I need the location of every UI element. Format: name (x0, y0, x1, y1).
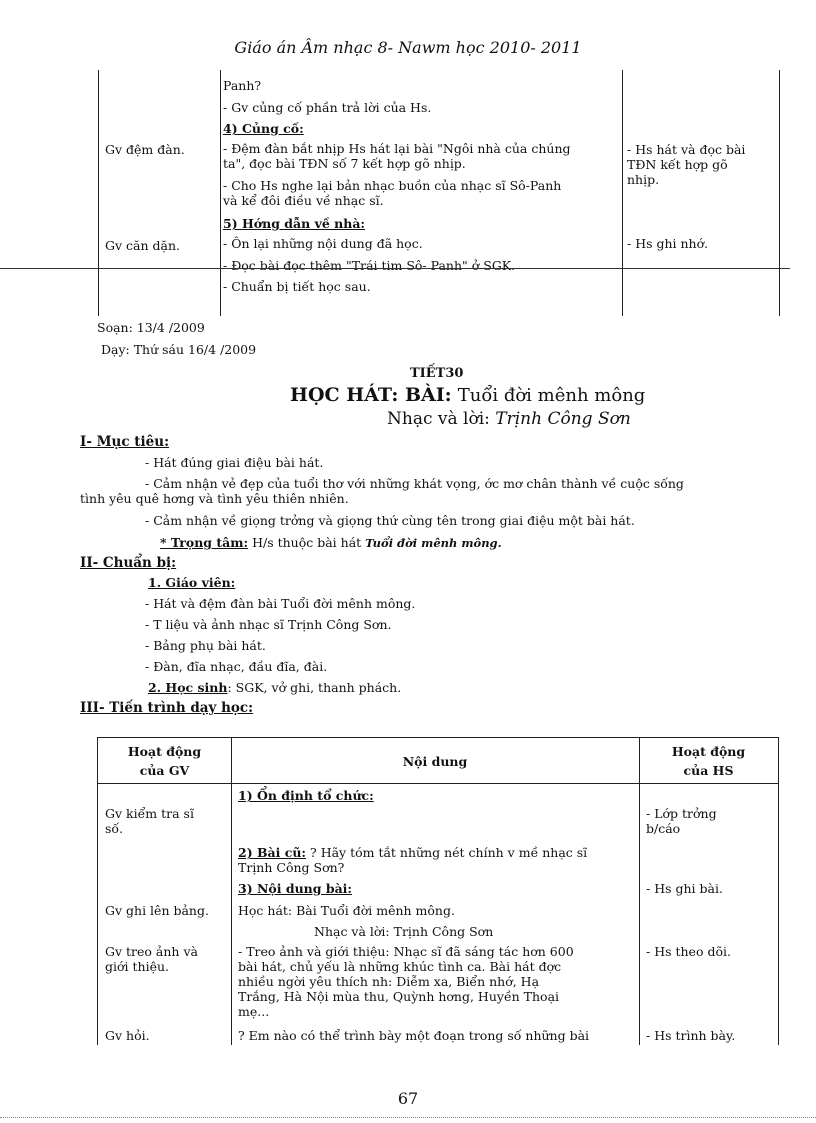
content-line: Trắng, Hà Nội mùa thu, Quỳnh hơng, Huyền Thoại (238, 989, 560, 1004)
gv-activity: Gv kiểm tra sĩ (105, 806, 194, 821)
hs-activity: nhịp. (627, 172, 660, 187)
student-prep-text: : SGK, vở ghi, thanh phách. (227, 680, 402, 695)
author-name: Trịnh Công Sơn (495, 409, 631, 429)
gv-activity: giới thiệu. (105, 959, 169, 974)
objective-item: tình yêu quê hơng và tình yêu thiên nhiên. (80, 491, 349, 506)
focus-text: H/s thuộc bài hát (252, 535, 362, 550)
objective-item: - Cảm nhận về giọng trởng và giọng thứ cùng tên trong giai điệu một bài hát. (145, 513, 635, 528)
content-line: ta", đọc bài TĐN số 7 kết hợp gõ nhịp. (223, 156, 466, 171)
hs-activity: - Hs hát và đọc bài (627, 142, 746, 157)
title-prefix: HỌC HÁT: BÀI: (290, 384, 452, 406)
footer-rule (0, 1117, 816, 1118)
lesson-procedure-table (97, 737, 779, 1045)
focus-line (160, 535, 502, 551)
author-prefix: Nhạc và lời: (387, 409, 490, 429)
gv-activity: số. (105, 821, 124, 836)
content-line: - Đọc bài đọc thêm "Trái tim Sô- Panh" ở SGK. (223, 258, 516, 273)
review-question (238, 845, 587, 860)
content-line: - Đệm đàn bắt nhịp Hs hát lại bài "Ngôi nhà của chúng (223, 141, 571, 156)
column-divider (220, 70, 221, 316)
hs-activity: TĐN kết hợp gõ (627, 157, 728, 172)
gv-activity: Gv đệm đàn. (105, 142, 185, 157)
content-line: - Cho Hs nghe lại bản nhạc buồn của nhạc sĩ Sô-Panh (223, 178, 562, 193)
section-heading: 1) Ổn định tổ chức: (238, 788, 374, 803)
song-title: Tuổi đời mênh mông (457, 385, 646, 406)
content-line: - Gv củng cố phần trả lời của Hs. (223, 100, 432, 115)
content-line: Trịnh Công Sơn? (238, 860, 345, 875)
author-line (387, 409, 631, 429)
section-preparation-title: II- Chuẩn bị: (80, 555, 177, 571)
focus-label: * Trọng tâm: (160, 535, 249, 550)
column-divider (639, 738, 640, 1045)
section-heading: 5) Hớng dẫn về nhà: (223, 216, 366, 231)
content-line: - Ôn lại những nội dung đã học. (223, 236, 423, 251)
content-line: Học hát: Bài Tuổi đời mênh mông. (238, 903, 455, 918)
review-heading: 2) Bài cũ: (238, 845, 307, 860)
page-number: 67 (397, 1089, 419, 1108)
soan-date: Soạn: 13/4 /2009 (97, 320, 205, 335)
content-line: ? Em nào có thể trình bày một đoạn trong số những bài (238, 1028, 590, 1043)
previous-lesson-table (98, 70, 780, 316)
hs-activity: - Lớp trởng (646, 806, 717, 821)
content-line: - Chuẩn bị tiết học sau. (223, 279, 371, 294)
lesson-number: TIẾT30 (410, 366, 464, 381)
student-prep (148, 680, 401, 695)
gv-activity: Gv hỏi. (105, 1028, 150, 1043)
teacher-subtitle: 1. Giáo viên: (148, 575, 236, 590)
objective-item: - Hát đúng giai điệu bài hát. (145, 455, 324, 470)
gv-activity: Gv ghi lên bảng. (105, 903, 209, 918)
prep-item: - Bảng phụ bài hát. (145, 638, 266, 653)
prep-item: - T liệu và ảnh nhạc sĩ Trịnh Công Sơn. (145, 617, 392, 632)
column-divider (231, 738, 232, 1045)
header-gv: Hoạt động (127, 744, 202, 759)
prep-item: - Đàn, đĩa nhạc, đầu đĩa, đài. (145, 659, 328, 674)
section-heading: 4) Củng cố: (223, 121, 304, 136)
page-header: Giáo án Âm nhạc 8- Nawm học 2010- 2011 (234, 38, 582, 57)
objective-item: - Cảm nhận vẻ đẹp của tuổi thơ với những khát vọng, ớc mơ chân thành về cuộc sống (145, 476, 684, 491)
section-procedure-title: III- Tiến trình dạy học: (80, 700, 254, 716)
hs-activity: b/cáo (646, 821, 681, 836)
content-line: và kể đôi điều về nhạc sĩ. (223, 193, 384, 208)
student-subtitle: 2. Học sinh (148, 680, 228, 695)
header-content: Nội dung (402, 754, 468, 769)
content-line: nhiều ngời yêu thích nh: Diễm xa, Biển nhớ, Hạ (238, 974, 540, 989)
gv-activity: Gv căn dặn. (105, 238, 180, 253)
hs-activity: - Hs theo dõi. (646, 944, 731, 959)
hs-activity: - Hs ghi nhớ. (627, 236, 709, 251)
lesson-title (290, 384, 645, 406)
hs-activity: - Hs trình bày. (646, 1028, 736, 1043)
section-heading: 3) Nội dung bài: (238, 881, 353, 896)
hs-activity: - Hs ghi bài. (646, 881, 723, 896)
section-objectives-title: I- Mục tiêu: (80, 434, 170, 450)
content-line: - Treo ảnh và giới thiệu: Nhạc sĩ đã sáng tác hơn 600 (238, 944, 574, 959)
gv-activity: Gv treo ảnh và (105, 944, 198, 959)
review-text: ? Hãy tóm tắt những nét chính v mề nhạc sĩ (306, 845, 588, 860)
content-line: Panh? (223, 78, 262, 93)
prep-item: - Hát và đệm đàn bài Tuổi đời mênh mông. (145, 596, 416, 611)
header-hs: của HS (683, 763, 734, 778)
content-line: Nhạc và lời: Trịnh Công Sơn (314, 924, 494, 939)
content-line: bài hát, chủ yếu là những khúc tình ca. Bài hát đợc (238, 959, 562, 974)
horizontal-rule (0, 268, 790, 269)
focus-song: Tuổi đời mênh mông. (365, 536, 502, 550)
column-divider (622, 70, 623, 316)
header-hs: Hoạt động (671, 744, 746, 759)
header-gv: của GV (139, 763, 190, 778)
day-date: Dạy: Thứ sáu 16/4 /2009 (101, 342, 257, 357)
content-line: mẹ... (238, 1004, 270, 1019)
